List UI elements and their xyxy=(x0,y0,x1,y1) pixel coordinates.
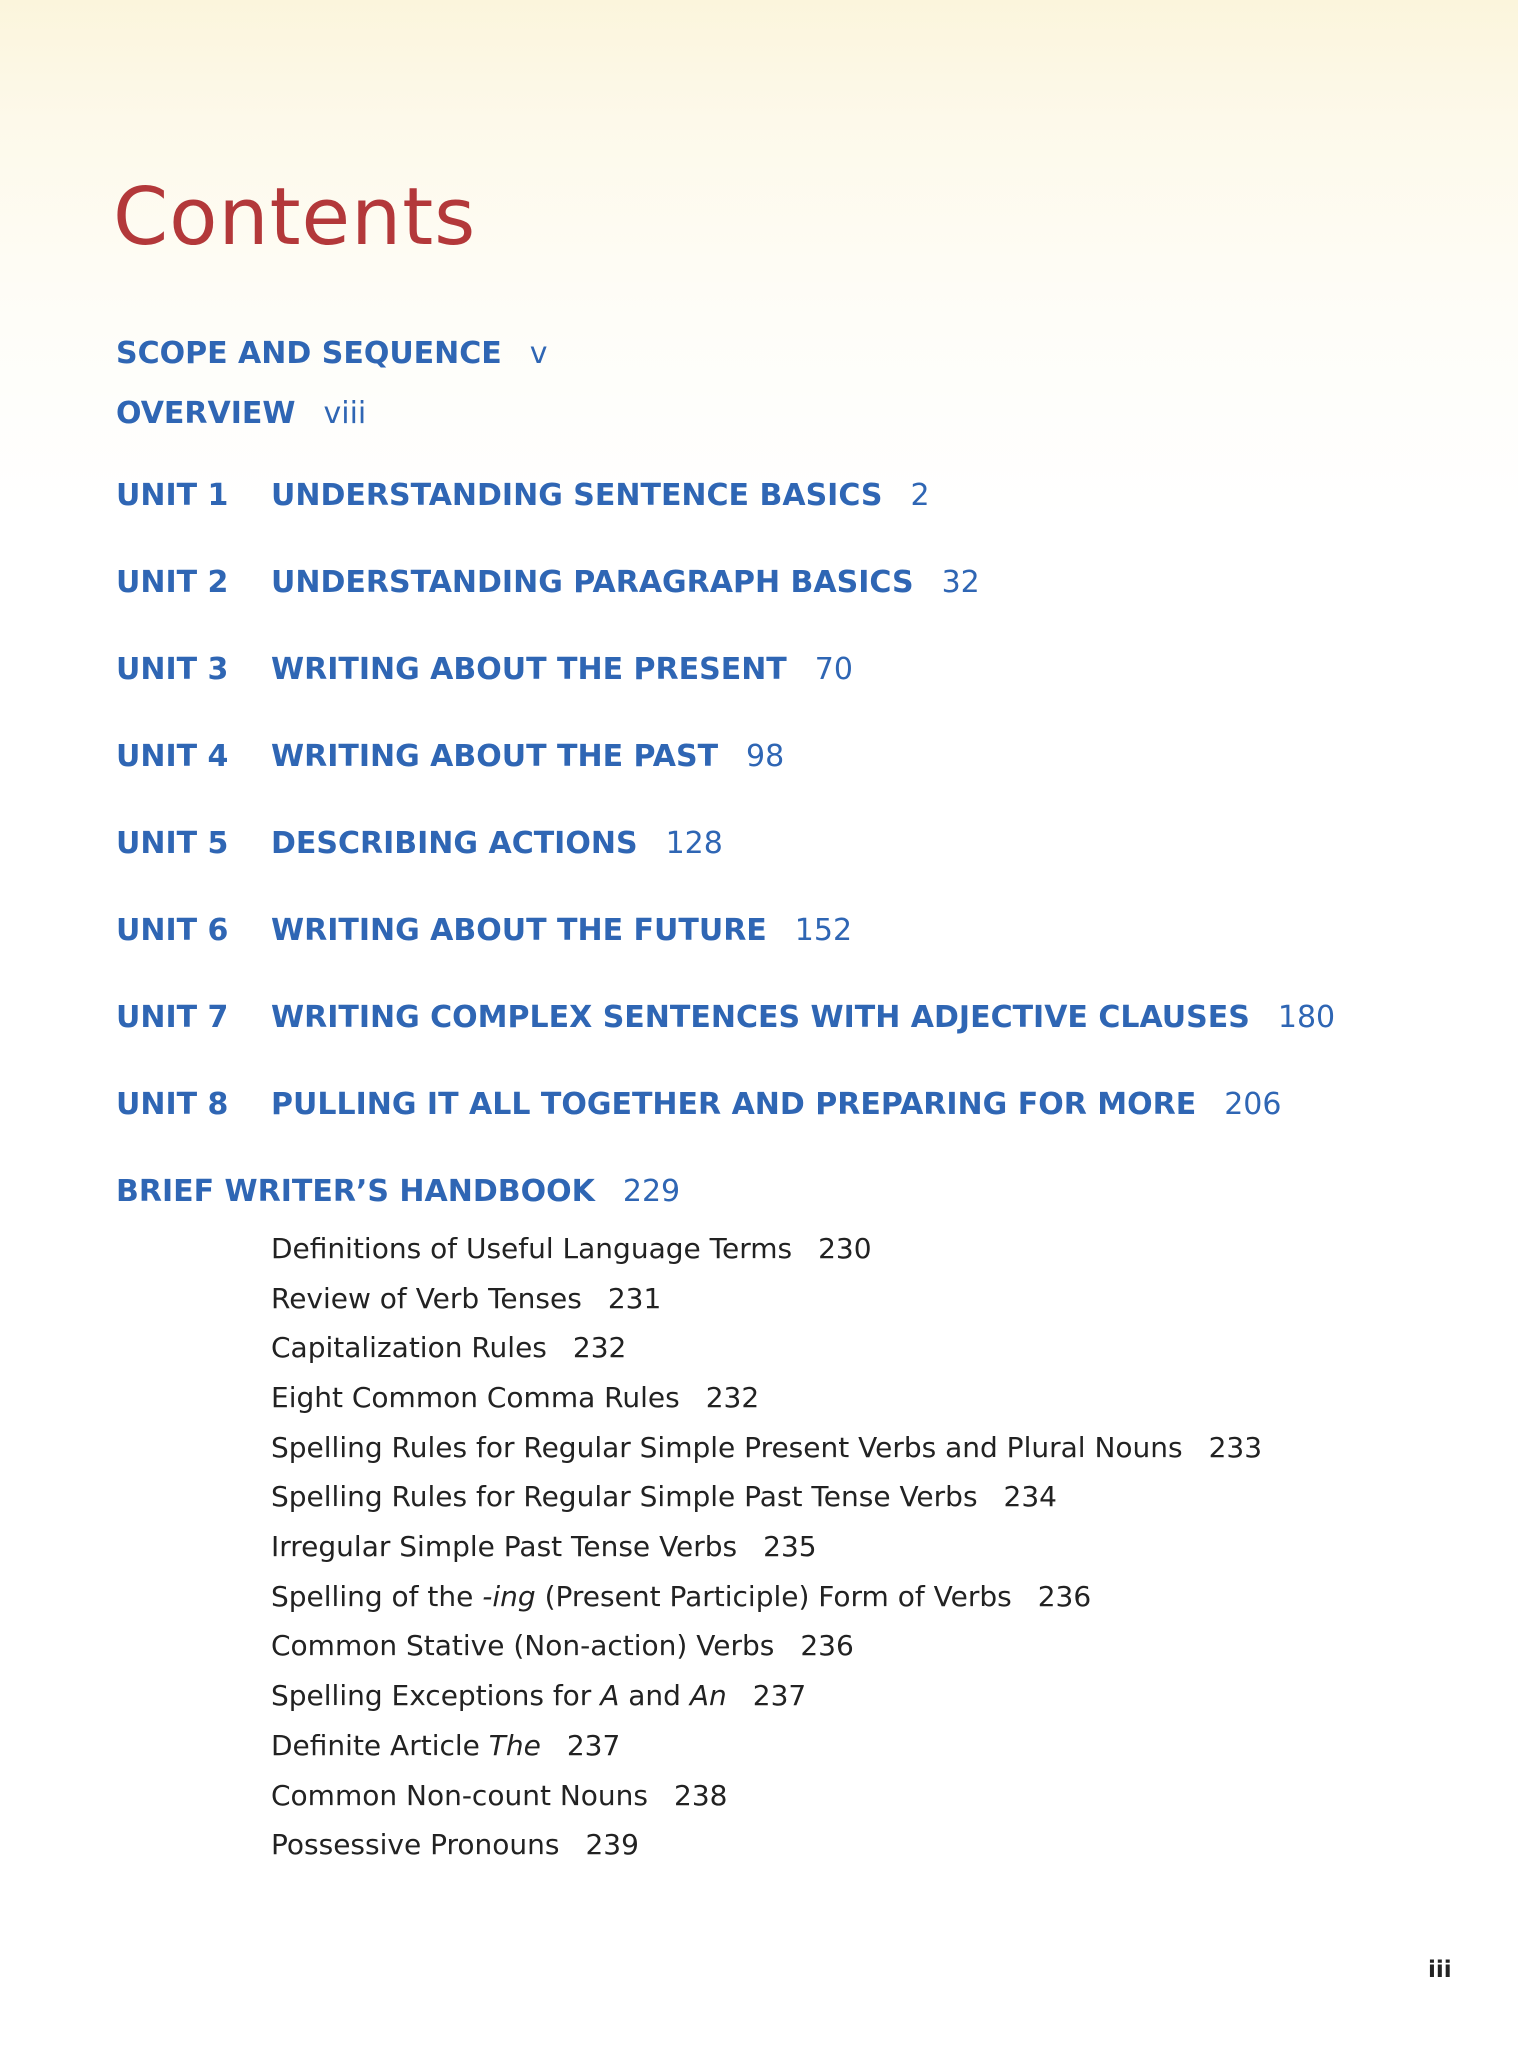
toc-entry-unit-8[interactable] xyxy=(116,1087,1416,1127)
handbook-item-text: Common Stative (Non-action) Verbs xyxy=(271,1629,775,1662)
handbook-item[interactable] xyxy=(271,1331,626,1364)
handbook-item-text-italic: The xyxy=(488,1729,541,1762)
handbook-item-page: 237 xyxy=(566,1729,621,1762)
unit-page-number: 180 xyxy=(1277,1000,1336,1035)
unit-title: WRITING ABOUT THE FUTURE xyxy=(271,913,767,948)
handbook-item-text: Review of Verb Tenses xyxy=(271,1282,582,1315)
unit-title: DESCRIBING ACTIONS xyxy=(271,826,638,861)
unit-page-number: 206 xyxy=(1224,1087,1282,1122)
handbook-label: BRIEF WRITER’S HANDBOOK xyxy=(116,1174,595,1209)
unit-page-number: 32 xyxy=(941,565,980,600)
unit-title: PULLING IT ALL TOGETHER AND PREPARING FOR MORE xyxy=(271,1087,1197,1122)
toc-entry-unit-5[interactable] xyxy=(116,826,1416,866)
handbook-item[interactable] xyxy=(271,1629,854,1662)
handbook-item-page: 238 xyxy=(674,1779,728,1812)
handbook-item-text: Eight Common Comma Rules xyxy=(271,1381,680,1414)
handbook-item-text: Possessive Pronouns xyxy=(271,1828,560,1861)
unit-page-number: 152 xyxy=(794,913,853,948)
toc-entry-unit-3[interactable] xyxy=(116,652,1416,692)
unit-title: WRITING ABOUT THE PRESENT xyxy=(271,652,787,687)
unit-label: UNIT 4 xyxy=(116,739,229,774)
handbook-item[interactable] xyxy=(271,1480,1057,1513)
unit-title: WRITING ABOUT THE PAST xyxy=(271,739,719,774)
toc-entry-overview[interactable] xyxy=(116,396,366,431)
handbook-item-text-post: (Present Participle) Form of Verbs xyxy=(535,1580,1012,1613)
unit-title: UNDERSTANDING PARAGRAPH BASICS xyxy=(271,565,914,600)
handbook-item-text-italic: An xyxy=(689,1679,727,1712)
unit-label: UNIT 3 xyxy=(116,652,229,687)
handbook-item[interactable] xyxy=(271,1232,872,1265)
handbook-item[interactable] xyxy=(271,1381,759,1414)
handbook-item-page: 231 xyxy=(607,1282,662,1315)
unit-label: UNIT 1 xyxy=(116,478,229,513)
handbook-item-page: 234 xyxy=(1003,1480,1057,1513)
handbook-item-page: 236 xyxy=(1037,1580,1092,1613)
handbook-item[interactable] xyxy=(271,1679,806,1712)
handbook-item[interactable] xyxy=(271,1828,639,1861)
unit-title: WRITING COMPLEX SENTENCES WITH ADJECTIVE CLAUSES xyxy=(271,1000,1250,1035)
handbook-item-page: 230 xyxy=(818,1232,872,1265)
handbook-item[interactable] xyxy=(271,1431,1262,1464)
toc-entry-unit-1[interactable] xyxy=(116,478,1416,518)
page-title: Contents xyxy=(113,171,477,263)
handbook-item-text: Common Non-count Nouns xyxy=(271,1779,648,1812)
unit-label: UNIT 5 xyxy=(116,826,229,861)
handbook-item-page: 232 xyxy=(705,1381,760,1414)
toc-page-number: viii xyxy=(323,396,367,431)
unit-label: UNIT 8 xyxy=(116,1087,229,1122)
toc-label: OVERVIEW xyxy=(116,396,296,431)
handbook-item-page: 235 xyxy=(763,1530,817,1563)
toc-entry-scope-and-sequence[interactable] xyxy=(116,336,548,371)
handbook-item-page: 237 xyxy=(752,1679,807,1712)
unit-page-number: 2 xyxy=(910,478,930,513)
toc-page-number: v xyxy=(529,336,548,371)
handbook-item-text: Capitalization Rules xyxy=(271,1331,547,1364)
page-number: iii xyxy=(1428,1957,1452,1983)
toc-label: SCOPE AND SEQUENCE xyxy=(116,336,502,371)
handbook-item-text-italic: -ing xyxy=(482,1580,536,1613)
handbook-item[interactable] xyxy=(271,1282,661,1315)
toc-entry-unit-4[interactable] xyxy=(116,739,1416,779)
handbook-item[interactable] xyxy=(271,1580,1091,1613)
toc-entry-unit-7[interactable] xyxy=(116,1000,1416,1040)
handbook-item[interactable] xyxy=(271,1729,620,1762)
handbook-item-page: 232 xyxy=(572,1331,627,1364)
handbook-item-page: 239 xyxy=(585,1828,639,1861)
unit-label: UNIT 2 xyxy=(116,565,229,600)
handbook-item-text-pre: Spelling Exceptions for xyxy=(271,1679,601,1712)
handbook-item-text: Spelling Rules for Regular Simple Present Verbs and Plural Nouns xyxy=(271,1431,1183,1464)
handbook-item-page: 236 xyxy=(800,1629,854,1662)
handbook-item-page: 233 xyxy=(1208,1431,1263,1464)
handbook-page-number: 229 xyxy=(622,1174,681,1209)
unit-title: UNDERSTANDING SENTENCE BASICS xyxy=(271,478,883,513)
handbook-item-text-italic: A xyxy=(600,1679,620,1712)
toc-entry-handbook[interactable] xyxy=(116,1174,680,1209)
unit-page-number: 70 xyxy=(814,652,853,687)
handbook-item-text-mid: and xyxy=(619,1679,690,1712)
unit-label: UNIT 7 xyxy=(116,1000,229,1035)
unit-label: UNIT 6 xyxy=(116,913,229,948)
handbook-item[interactable] xyxy=(271,1779,727,1812)
handbook-item-text: Definitions of Useful Language Terms xyxy=(271,1232,793,1265)
unit-page-number: 98 xyxy=(746,739,785,774)
handbook-item-text: Spelling Rules for Regular Simple Past Tense Verbs xyxy=(271,1480,978,1513)
toc-entry-unit-2[interactable] xyxy=(116,565,1416,605)
toc-entry-unit-6[interactable] xyxy=(116,913,1416,953)
handbook-item[interactable] xyxy=(271,1530,817,1563)
handbook-item-text-pre: Spelling of the xyxy=(271,1580,483,1613)
handbook-item-text-pre: Definite Article xyxy=(271,1729,489,1762)
handbook-item-text: Irregular Simple Past Tense Verbs xyxy=(271,1530,738,1563)
unit-page-number: 128 xyxy=(665,826,723,861)
